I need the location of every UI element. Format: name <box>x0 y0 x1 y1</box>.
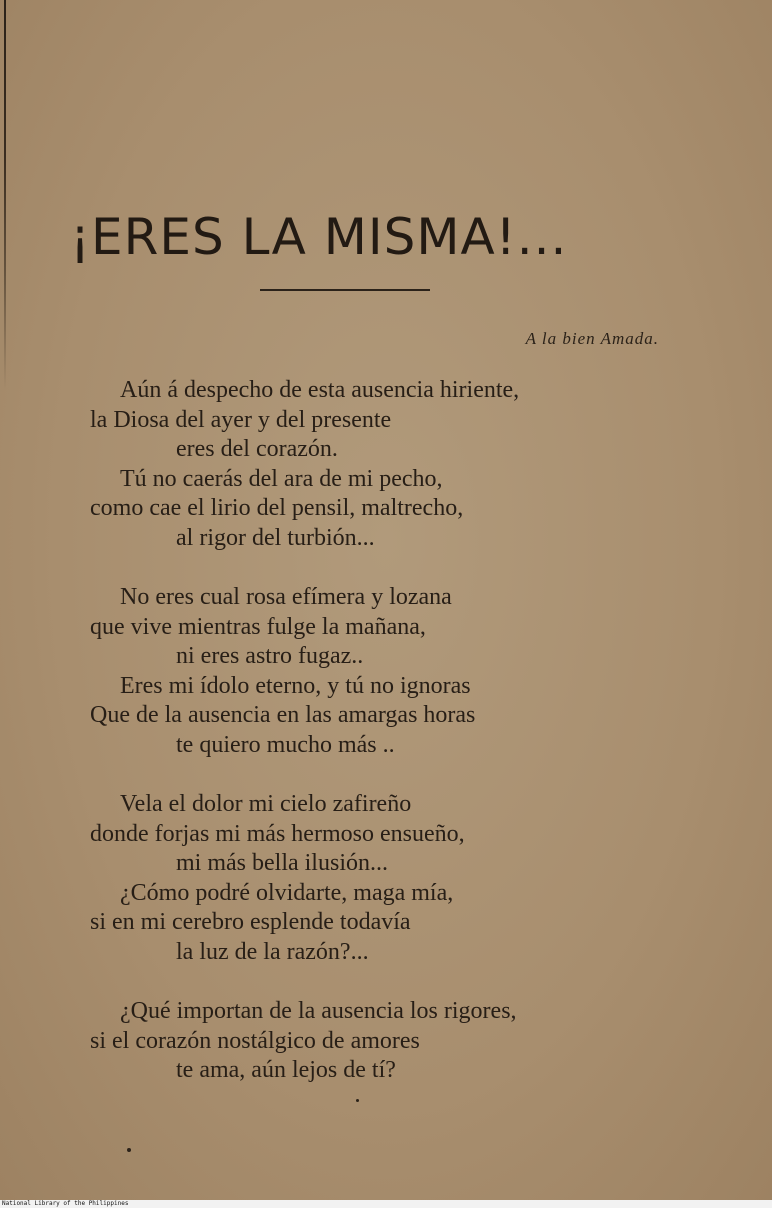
page-edge-shadow <box>4 0 6 390</box>
stanza <box>90 583 519 760</box>
poem-line: al rigor del turbión... <box>176 524 375 551</box>
poem-title: ¡ERES LA MISMA!... <box>70 208 568 266</box>
poem-line: Que de la ausencia en las amargas horas <box>90 702 476 728</box>
poem-line: si en mi cerebro esplende todavía <box>90 909 411 935</box>
poem-line: si el corazón nostálgico de amores <box>90 1027 420 1054</box>
library-watermark <box>0 1200 772 1208</box>
poem-line: ni eres astro fugaz.. <box>176 643 364 669</box>
poem-line: te ama, aún lejos de tí? <box>176 1057 396 1083</box>
library-watermark-text: National Library of the Philippines <box>2 1200 129 1207</box>
poem-line: te quiero mucho más .. <box>176 731 395 758</box>
poem-line: Tú no caerás del ara de mi pecho, <box>120 465 443 492</box>
poem-line: donde forjas mi más hermoso ensueño, <box>90 820 465 847</box>
poem-body <box>90 376 519 1116</box>
poem-line: Vela el dolor mi cielo zafireño <box>120 791 412 817</box>
poem-line: que vive mientras fulge la mañana, <box>90 613 426 640</box>
poem-line: Eres mi ídolo eterno, y tú no ignoras <box>120 672 471 699</box>
poem-line: la Diosa del ayer y del presente <box>90 406 392 433</box>
poem-line: eres del corazón. <box>176 436 338 462</box>
poem-line: ¿Cómo podré olvidarte, maga mía, <box>120 879 454 906</box>
dedication: A la bien Amada. <box>525 329 659 348</box>
poem-line: como cae el lirio del pensil, maltrecho, <box>90 495 464 521</box>
title-rule <box>260 289 430 291</box>
stanza <box>90 997 519 1086</box>
poem-line: ¿Qué importan de la ausencia los rigores, <box>120 998 517 1024</box>
paper-speck <box>127 1148 131 1152</box>
poem-line: la luz de la razón?... <box>176 938 369 965</box>
poem-line: Aún á despecho de esta ausencia hiriente, <box>120 377 520 403</box>
poem-line: No eres cual rosa efímera y lozana <box>120 584 452 610</box>
stanza <box>90 790 519 967</box>
paper-speck <box>356 1099 359 1102</box>
poem-line: mi más bella ilusión... <box>176 850 388 876</box>
stanza <box>90 376 519 553</box>
